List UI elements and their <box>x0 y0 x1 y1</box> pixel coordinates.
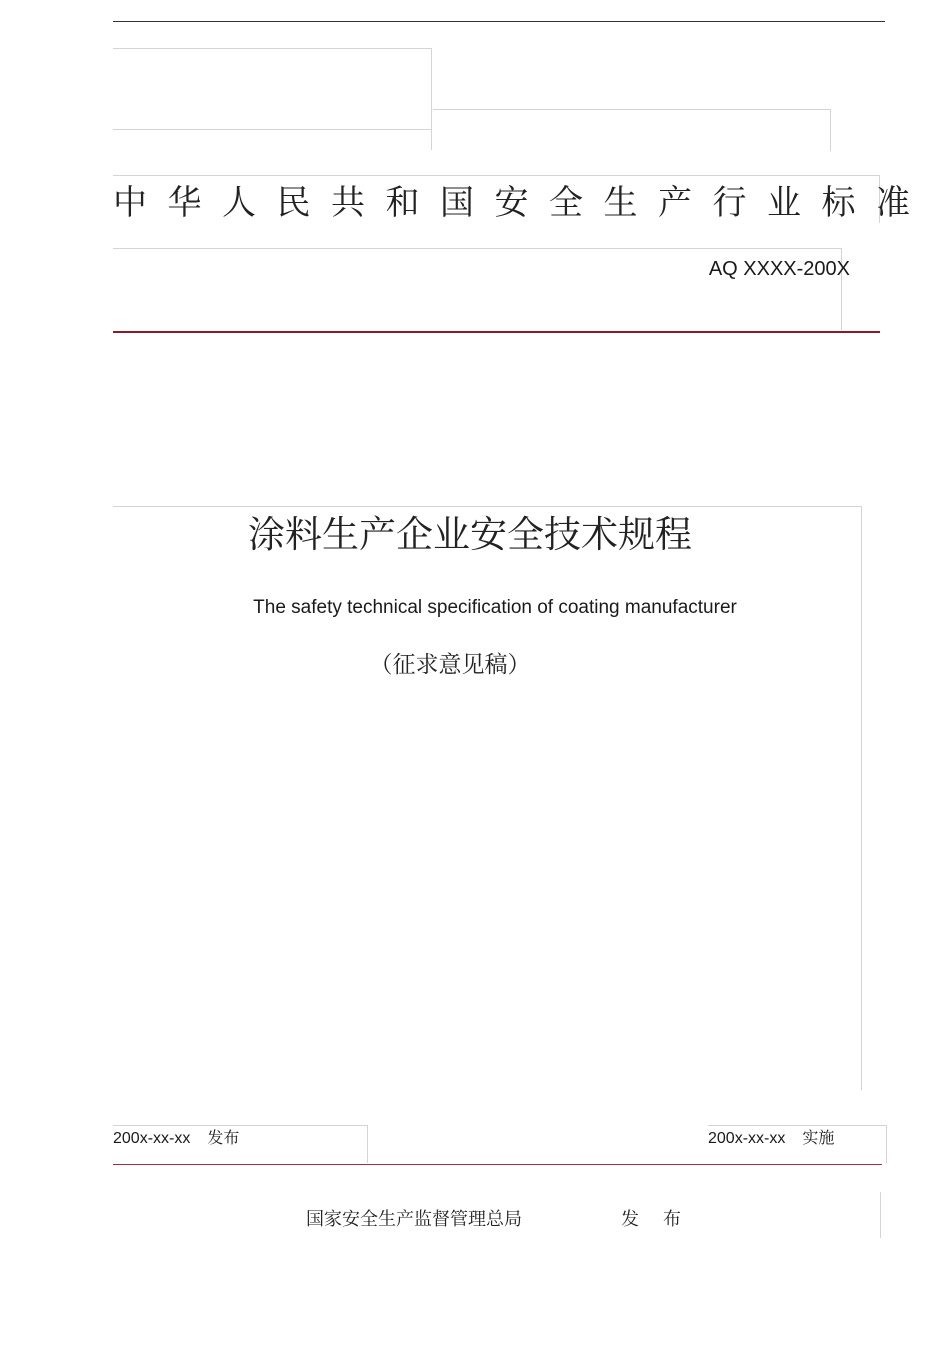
implement-date-block <box>708 1126 834 1151</box>
draft-status: （征求意见稿） <box>369 652 531 678</box>
frame-line <box>708 1125 886 1126</box>
issue-action: 发布 <box>621 1209 705 1230</box>
implement-date: 200x-xx-xx <box>708 1130 786 1147</box>
standard-category-heading: 中华人民共和国安全生产行业标准 <box>113 183 931 223</box>
frame-line <box>113 129 431 130</box>
frame-line <box>880 1192 881 1238</box>
issuing-authority: 国家安全生产监督管理总局 <box>306 1209 522 1230</box>
publish-date-block <box>113 1126 239 1151</box>
frame-line <box>113 248 841 249</box>
implement-label: 实施 <box>802 1128 835 1147</box>
header-red-rule <box>113 331 880 333</box>
frame-line <box>113 175 880 176</box>
frame-line <box>113 48 431 49</box>
frame-line <box>113 506 861 507</box>
frame-line <box>886 1125 887 1163</box>
publish-label: 发布 <box>207 1128 240 1147</box>
frame-line <box>433 109 830 110</box>
top-rule <box>113 21 885 22</box>
footer-red-rule <box>113 1164 882 1165</box>
frame-line <box>367 1125 368 1163</box>
frame-line <box>113 1125 367 1126</box>
frame-line <box>431 48 432 150</box>
document-title: 涂料生产企业安全技术规程 <box>248 513 692 556</box>
standard-number: AQ XXXX-200X <box>708 258 850 280</box>
frame-line <box>830 109 831 151</box>
document-english-title: The safety technical specification of coating manufacturer <box>253 597 737 618</box>
publish-date: 200x-xx-xx <box>113 1130 191 1147</box>
